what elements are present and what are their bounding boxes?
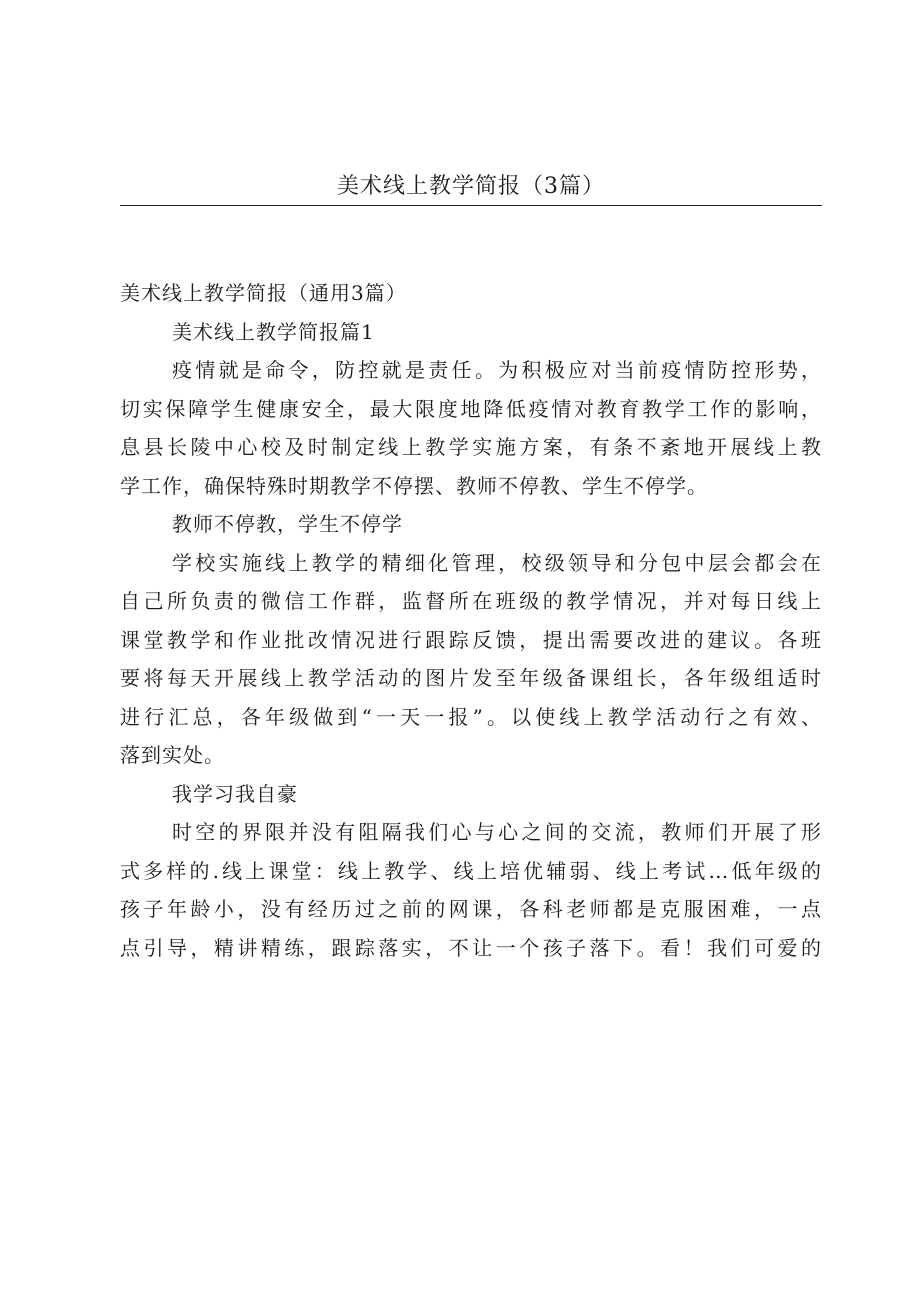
paragraph-line: 进行汇总，各年级做到“一天一报”。以使线上教学活动行之有效、 bbox=[120, 704, 822, 729]
title-underline bbox=[120, 205, 822, 206]
paragraph-line: 要将每天开展线上教学活动的图片发至年级备课组长，各年级组适时 bbox=[120, 666, 822, 690]
paragraph-line: 疫情就是命令，防控就是责任。为积极应对当前疫情防控形势， bbox=[172, 358, 822, 382]
paragraph-line: 学工作，确保特殊时期教学不停摆、教师不停教、学生不停学。 bbox=[120, 473, 708, 498]
paragraph-line: 切实保障学生健康安全，最大限度地降低疫情对教育教学工作的影响， bbox=[120, 396, 822, 421]
subheading-teachers: 教师不停教，学生不停学 bbox=[172, 512, 403, 536]
paragraph-line: 学校实施线上教学的精细化管理，校级领导和分包中层会都会在 bbox=[172, 550, 822, 575]
document-subtitle: 美术线上教学简报（通用3篇） bbox=[120, 281, 407, 305]
paragraph-line: 息县长陵中心校及时制定线上教学实施方案，有条不紊地开展线上教 bbox=[120, 435, 822, 459]
paragraph-line: 孩子年龄小，没有经历过之前的网课，各科老师都是克服困难，一点 bbox=[120, 897, 822, 921]
paragraph-3 bbox=[120, 813, 822, 967]
paragraph-line: 落到实处。 bbox=[120, 743, 225, 767]
document-title: 美术线上教学简报（3篇） bbox=[337, 174, 605, 199]
paragraph-line: 点引导，精讲精练，跟踪落实，不让一个孩子落下。看！我们可爱的 bbox=[120, 935, 822, 960]
subheading-proud: 我学习我自豪 bbox=[172, 781, 298, 806]
paragraph-1 bbox=[120, 351, 822, 505]
section-heading: 美术线上教学简报篇1 bbox=[172, 319, 375, 344]
paragraph-2 bbox=[120, 544, 822, 775]
document-body bbox=[120, 274, 822, 967]
paragraph-line: 自己所负责的微信工作群，监督所在班级的教学情况，并对每日线上 bbox=[120, 589, 822, 613]
paragraph-line: 式多样的.线上课堂：线上教学、线上培优辅弱、线上考试…低年级的 bbox=[120, 858, 822, 883]
paragraph-line: 时空的界限并没有阻隔我们心与心之间的交流，教师们开展了形 bbox=[172, 820, 822, 844]
paragraph-line: 课堂教学和作业批改情况进行跟踪反馈，提出需要改进的建议。各班 bbox=[120, 627, 822, 652]
